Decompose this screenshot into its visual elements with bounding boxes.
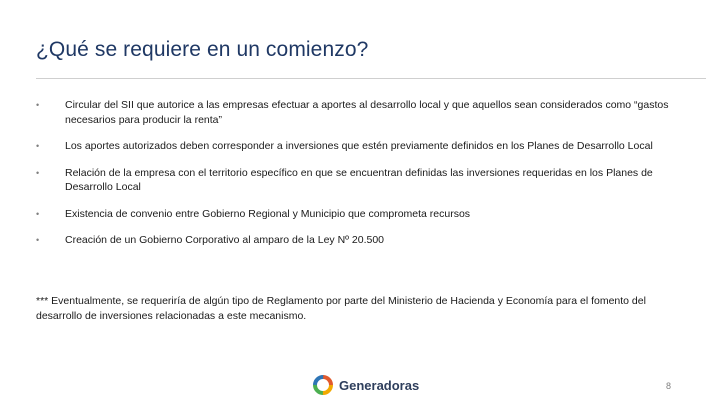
list-item [36,139,686,154]
title-divider [36,78,706,79]
bullet-text: Circular del SII que autorice a las empresas efectuar a aportes al desarrollo local y que aquellos sean considerados como “gastos necesarios para producir la renta” [65,99,669,126]
footnote: *** Eventualmente, se requeriría de algún tipo de Reglamento por parte del Ministerio de Hacienda y Economía para el fomento del desarrollo de inversiones relacionadas a este mecanismo. [36,295,646,322]
company-logo [312,374,419,396]
list-item [36,166,686,195]
generadoras-logo-icon [312,374,334,396]
page-number: 8 [666,381,672,391]
bullet-text: Existencia de convenio entre Gobierno Regional y Municipio que comprometa recursos [65,207,471,220]
logo-text: Generadoras [339,377,420,393]
list-item [36,98,686,127]
bullet-marker: • [36,100,40,110]
bullet-text: Creación de un Gobierno Corporativo al amparo de la Ley Nº 20.500 [65,234,385,246]
bullet-list [36,98,686,260]
slide-title: ¿Qué se requiere en un comienzo? [36,38,369,61]
bullet-marker: • [36,208,40,219]
bullet-marker: • [36,167,40,178]
bullet-marker: • [36,235,40,245]
list-item [36,233,686,248]
bullet-marker: • [36,141,40,151]
bullet-text: Relación de la empresa con el territorio específico en que se encuentran definidas las inversiones requeridas en los Planes de Desarrollo Local [65,166,653,193]
list-item [36,207,686,222]
bullet-text: Los aportes autorizados deben corresponder a inversiones que estén previamente definidos en los Planes de Desarrollo Local [65,140,653,152]
